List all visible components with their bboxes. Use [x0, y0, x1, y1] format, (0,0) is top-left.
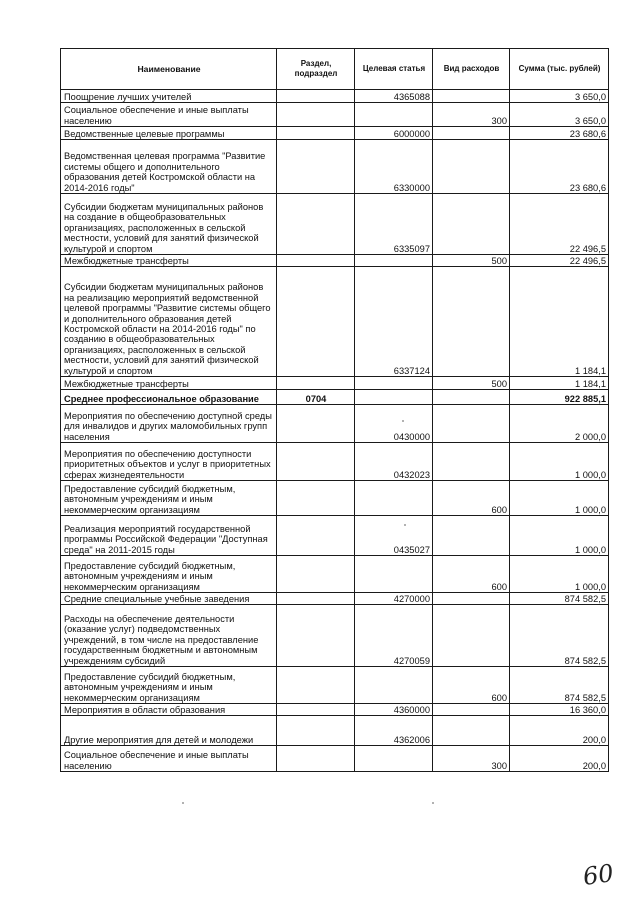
cell-kind: [433, 267, 510, 377]
cell-name: Социальное обеспечение и иные выплаты населению: [61, 103, 277, 127]
table-row: [61, 716, 609, 746]
cell-name: Предоставление субсидий бюджетным, автономным учреждениям и иным некоммерческим организациям: [61, 556, 277, 593]
cell-kind: 300: [433, 746, 510, 772]
cell-section: [277, 481, 355, 516]
cell-sum: 16 360,0: [510, 704, 609, 716]
cell-name: Поощрение лучших учителей: [61, 90, 277, 103]
cell-kind: [433, 405, 510, 443]
cell-target: 4365088: [355, 90, 433, 103]
cell-target: 0430000: [355, 405, 433, 443]
cell-kind: [433, 127, 510, 140]
cell-sum: 1 000,0: [510, 443, 609, 481]
scan-speck: [182, 802, 184, 804]
cell-name: Предоставление субсидий бюджетным, автономным учреждениям и иным некоммерческим организациям: [61, 481, 277, 516]
cell-section: [277, 667, 355, 704]
cell-section: [277, 140, 355, 194]
cell-sum: 1 184,1: [510, 267, 609, 377]
cell-sum: 3 650,0: [510, 90, 609, 103]
cell-kind: 600: [433, 481, 510, 516]
handwritten-page-number: 60: [581, 859, 616, 891]
cell-name: Мероприятия по обеспечению доступной среды для инвалидов и других маломобильных групп населения: [61, 405, 277, 443]
table-header-row: [61, 49, 609, 90]
cell-section: [277, 716, 355, 746]
cell-sum: 874 582,5: [510, 593, 609, 605]
cell-target: [355, 390, 433, 405]
cell-kind: [433, 390, 510, 405]
cell-section: [277, 746, 355, 772]
cell-section: [277, 267, 355, 377]
cell-target: [355, 103, 433, 127]
cell-kind: [433, 605, 510, 667]
cell-name: Ведомственная целевая программа "Развитие системы общего и дополнительного образования детей Костромской области на 2014-2016 годы": [61, 140, 277, 194]
cell-section: [277, 405, 355, 443]
cell-kind: [433, 593, 510, 605]
table-row: [61, 516, 609, 556]
table-row: [61, 377, 609, 390]
cell-kind: 500: [433, 255, 510, 267]
cell-kind: [433, 140, 510, 194]
cell-sum: 22 496,5: [510, 194, 609, 255]
cell-name: Среднее профессиональное образование: [61, 390, 277, 405]
cell-section: [277, 103, 355, 127]
cell-sum: 23 680,6: [510, 140, 609, 194]
cell-target: [355, 377, 433, 390]
cell-target: [355, 667, 433, 704]
table-row: [61, 746, 609, 772]
cell-target: [355, 255, 433, 267]
cell-name: Субсидии бюджетам муниципальных районов на создание в общеобразовательных организациях, расположенных в сельской местности, условий для занятий физической культурой и спортом: [61, 194, 277, 255]
table-row: [61, 90, 609, 103]
cell-name: Социальное обеспечение и иные выплаты населению: [61, 746, 277, 772]
cell-sum: 1 000,0: [510, 516, 609, 556]
cell-sum: 23 680,6: [510, 127, 609, 140]
cell-name: Субсидии бюджетам муниципальных районов на реализацию мероприятий ведомственной целевой программы "Развитие системы общего и дополнительного образования детей Костромской области на 2014-2016 годы" по созданию в общеобразовательных организациях, расположенных в сельской местности, условий для занятий физической культурой и спортом: [61, 267, 277, 377]
table-row: [61, 127, 609, 140]
cell-sum: 1 000,0: [510, 481, 609, 516]
table-row: [61, 593, 609, 605]
table-row: [61, 704, 609, 716]
scan-speck: [404, 524, 406, 526]
cell-name: Предоставление субсидий бюджетным, автономным учреждениям и иным некоммерческим организациям: [61, 667, 277, 704]
cell-kind: 500: [433, 377, 510, 390]
header-kind: Вид расходов: [433, 49, 510, 90]
cell-section: [277, 377, 355, 390]
cell-target: [355, 556, 433, 593]
cell-kind: 600: [433, 556, 510, 593]
cell-target: 6335097: [355, 194, 433, 255]
cell-target: 6000000: [355, 127, 433, 140]
scan-speck: [402, 420, 404, 422]
cell-sum: 922 885,1: [510, 390, 609, 405]
table-body: [61, 90, 609, 772]
cell-section: [277, 704, 355, 716]
cell-name: Межбюджетные трансферты: [61, 255, 277, 267]
table-row: [61, 667, 609, 704]
cell-sum: 200,0: [510, 746, 609, 772]
header-sum: Сумма (тыс. рублей): [510, 49, 609, 90]
cell-kind: [433, 704, 510, 716]
cell-section: [277, 194, 355, 255]
cell-section: [277, 90, 355, 103]
cell-section: [277, 516, 355, 556]
cell-kind: [433, 90, 510, 103]
cell-section: [277, 127, 355, 140]
table-row: [61, 605, 609, 667]
budget-table: [60, 48, 609, 772]
cell-name: Мероприятия по обеспечению доступности приоритетных объектов и услуг в приоритетных сферах жизнедеятельности: [61, 443, 277, 481]
table-row: [61, 267, 609, 377]
table-row: [61, 443, 609, 481]
cell-kind: [433, 194, 510, 255]
cell-kind: [433, 716, 510, 746]
cell-target: [355, 746, 433, 772]
cell-section: [277, 443, 355, 481]
cell-target: 4360000: [355, 704, 433, 716]
cell-sum: 874 582,5: [510, 605, 609, 667]
cell-target: 4362006: [355, 716, 433, 746]
cell-target: 6330000: [355, 140, 433, 194]
cell-kind: 600: [433, 667, 510, 704]
header-target: Целевая статья: [355, 49, 433, 90]
cell-section: [277, 255, 355, 267]
cell-target: 4270000: [355, 593, 433, 605]
table-row: [61, 103, 609, 127]
table-row: [61, 390, 609, 405]
cell-target: [355, 481, 433, 516]
cell-sum: 2 000,0: [510, 405, 609, 443]
cell-sum: 200,0: [510, 716, 609, 746]
header-name: Наименование: [61, 49, 277, 90]
cell-kind: [433, 516, 510, 556]
cell-kind: 300: [433, 103, 510, 127]
cell-target: 4270059: [355, 605, 433, 667]
table-row: [61, 255, 609, 267]
cell-section: 0704: [277, 390, 355, 405]
table-row: [61, 140, 609, 194]
table-row: [61, 405, 609, 443]
cell-name: Ведомственные целевые программы: [61, 127, 277, 140]
cell-name: Средние специальные учебные заведения: [61, 593, 277, 605]
cell-section: [277, 556, 355, 593]
cell-sum: 1 184,1: [510, 377, 609, 390]
table-row: [61, 194, 609, 255]
cell-section: [277, 605, 355, 667]
cell-sum: 1 000,0: [510, 556, 609, 593]
cell-sum: 22 496,5: [510, 255, 609, 267]
cell-sum: 3 650,0: [510, 103, 609, 127]
cell-sum: 874 582,5: [510, 667, 609, 704]
cell-target: 0435027: [355, 516, 433, 556]
cell-kind: [433, 443, 510, 481]
cell-target: 6337124: [355, 267, 433, 377]
cell-name: Расходы на обеспечение деятельности (оказание услуг) подведомственных учреждений, в том числе на предоставление государственным бюджетным и автономным учреждениям субсидий: [61, 605, 277, 667]
table-row: [61, 481, 609, 516]
table-row: [61, 556, 609, 593]
cell-section: [277, 593, 355, 605]
scan-speck: [432, 802, 434, 804]
cell-target: 0432023: [355, 443, 433, 481]
cell-name: Межбюджетные трансферты: [61, 377, 277, 390]
header-section: Раздел, подраздел: [277, 49, 355, 90]
cell-name: Другие мероприятия для детей и молодежи: [61, 716, 277, 746]
cell-name: Реализация мероприятий государственной программы Российской Федерации "Доступная среда" на 2011-2015 годы: [61, 516, 277, 556]
cell-name: Мероприятия в области образования: [61, 704, 277, 716]
